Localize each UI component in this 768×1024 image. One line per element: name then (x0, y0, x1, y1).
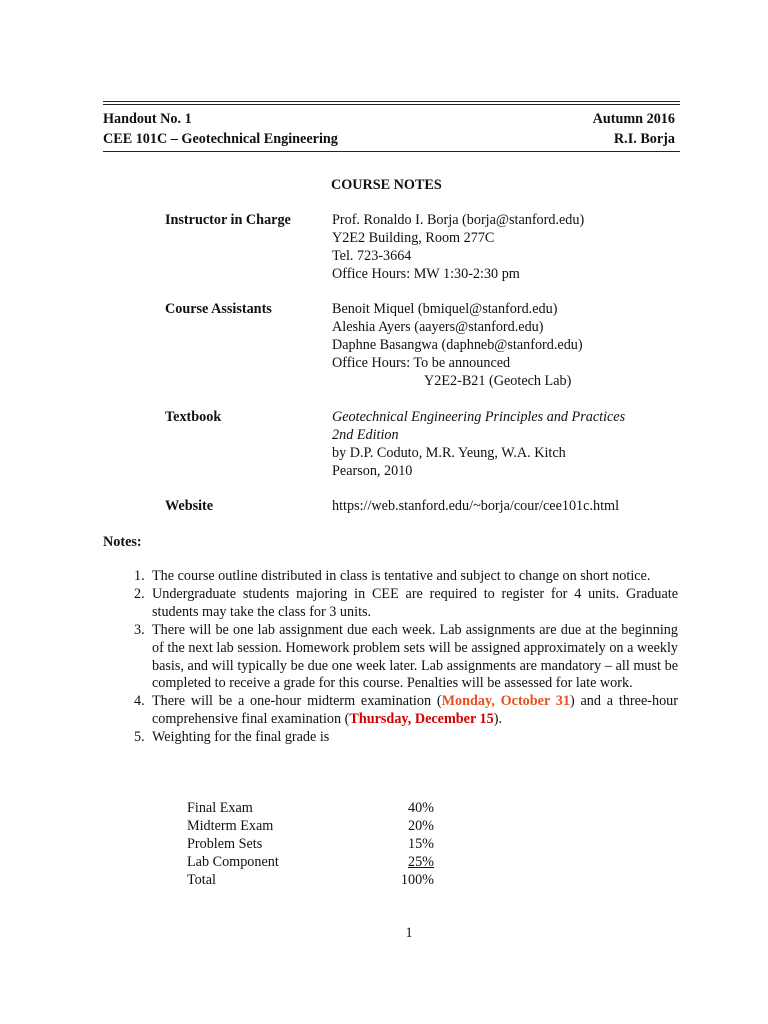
grade-component: Problem Sets (187, 835, 263, 852)
instructor-info (332, 211, 584, 283)
grade-row (187, 818, 434, 836)
note-item (134, 568, 678, 586)
textbook-publisher: Pearson, 2010 (332, 463, 413, 479)
note-number: 5. (134, 729, 145, 746)
note-text: There will be one lab assignment due each week. Lab assignments are due at the beginning of the next lab session. Homework problem sets will be assigned approximately on a weekly basis, and will typically be due one week later. Lab assignments are mandatory – all must be completed to receive a grade for this course. Penalties will be assessed for late work. (152, 621, 678, 692)
grade-weight: 25% (407, 853, 434, 870)
header-row-1 (103, 110, 675, 128)
grade-component: Lab Component (187, 853, 279, 870)
textbook-label: Textbook (165, 409, 222, 425)
header-bottom-rule (103, 151, 680, 152)
textbook-title: Geotechnical Engineering Principles and Practices (332, 409, 626, 425)
note-text: Undergraduate students majoring in CEE are required to register for 4 units. Graduate students may take the class for 3 units. (152, 585, 678, 620)
grade-component: Total (187, 871, 216, 888)
note-text-part: ) and a three-hour comprehensive final examination ( (152, 693, 678, 728)
notes-list (134, 568, 678, 747)
note-item (134, 693, 678, 729)
term: Autumn 2016 (592, 111, 675, 127)
page-title: COURSE NOTES (331, 177, 442, 193)
assistant-3: Daphne Basangwa (daphneb@stanford.edu) (332, 337, 583, 353)
grade-row (187, 854, 434, 872)
instructor-office: Y2E2 Building, Room 277C (332, 230, 495, 246)
assistant-2: Aleshia Ayers (aayers@stanford.edu) (332, 319, 544, 335)
note-text: Weighting for the final grade is (152, 729, 330, 746)
note-number: 3. (134, 621, 145, 638)
note-text-part: ). (493, 711, 503, 728)
assistant-hours: Office Hours: To be announced (332, 355, 511, 371)
note-number: 2. (134, 585, 145, 602)
top-rule (103, 101, 680, 102)
grade-component: Final Exam (187, 800, 253, 816)
note-number: 4. (134, 693, 145, 710)
textbook-authors: by D.P. Coduto, M.R. Yeung, W.A. Kitch (332, 445, 566, 461)
website-label: Website (165, 498, 214, 514)
handout-number: Handout No. 1 (103, 111, 192, 127)
notes-label: Notes: (103, 534, 142, 550)
textbook-info (332, 408, 625, 480)
author: R.I. Borja (613, 131, 675, 147)
grade-component: Midterm Exam (187, 817, 274, 834)
note-item (134, 622, 678, 694)
textbook-edition: 2nd Edition (332, 427, 399, 443)
grade-row-total (187, 872, 434, 890)
assistants-info (332, 300, 583, 390)
instructor-label: Instructor in Charge (165, 212, 291, 228)
instructor-name: Prof. Ronaldo I. Borja (borja@stanford.edu) (332, 212, 585, 228)
grade-weight: 100% (400, 871, 434, 888)
grade-weight: 15% (407, 835, 434, 852)
grade-row (187, 800, 434, 818)
assistants-label: Course Assistants (165, 301, 272, 317)
note-text (152, 693, 678, 729)
grade-row (187, 836, 434, 854)
header-row-2 (103, 130, 675, 148)
note-text-part: There will be a one-hour midterm examination ( (152, 693, 442, 710)
top-rule-double (103, 104, 680, 105)
grade-weight: 40% (407, 800, 434, 816)
assistant-1: Benoit Miquel (bmiquel@stanford.edu) (332, 301, 558, 317)
instructor-phone: Tel. 723-3664 (332, 248, 412, 264)
course-name: CEE 101C – Geotechnical Engineering (103, 131, 338, 147)
website-url[interactable]: https://web.stanford.edu/~borja/cour/cee101c.html (332, 498, 620, 514)
note-text: The course outline distributed in class is tentative and subject to change on short notice. (152, 568, 651, 584)
assistant-location: Y2E2-B21 (Geotech Lab) (424, 373, 572, 389)
grade-weighting-table (187, 800, 434, 890)
midterm-date: Monday, October 31 (441, 693, 570, 710)
page-number: 1 (405, 925, 413, 941)
note-item (134, 729, 678, 747)
final-exam-date: Thursday, December 15 (349, 711, 494, 728)
instructor-hours: Office Hours: MW 1:30-2:30 pm (332, 266, 520, 282)
grade-weight: 20% (407, 817, 434, 834)
note-item (134, 586, 678, 622)
note-number: 1. (134, 568, 145, 584)
